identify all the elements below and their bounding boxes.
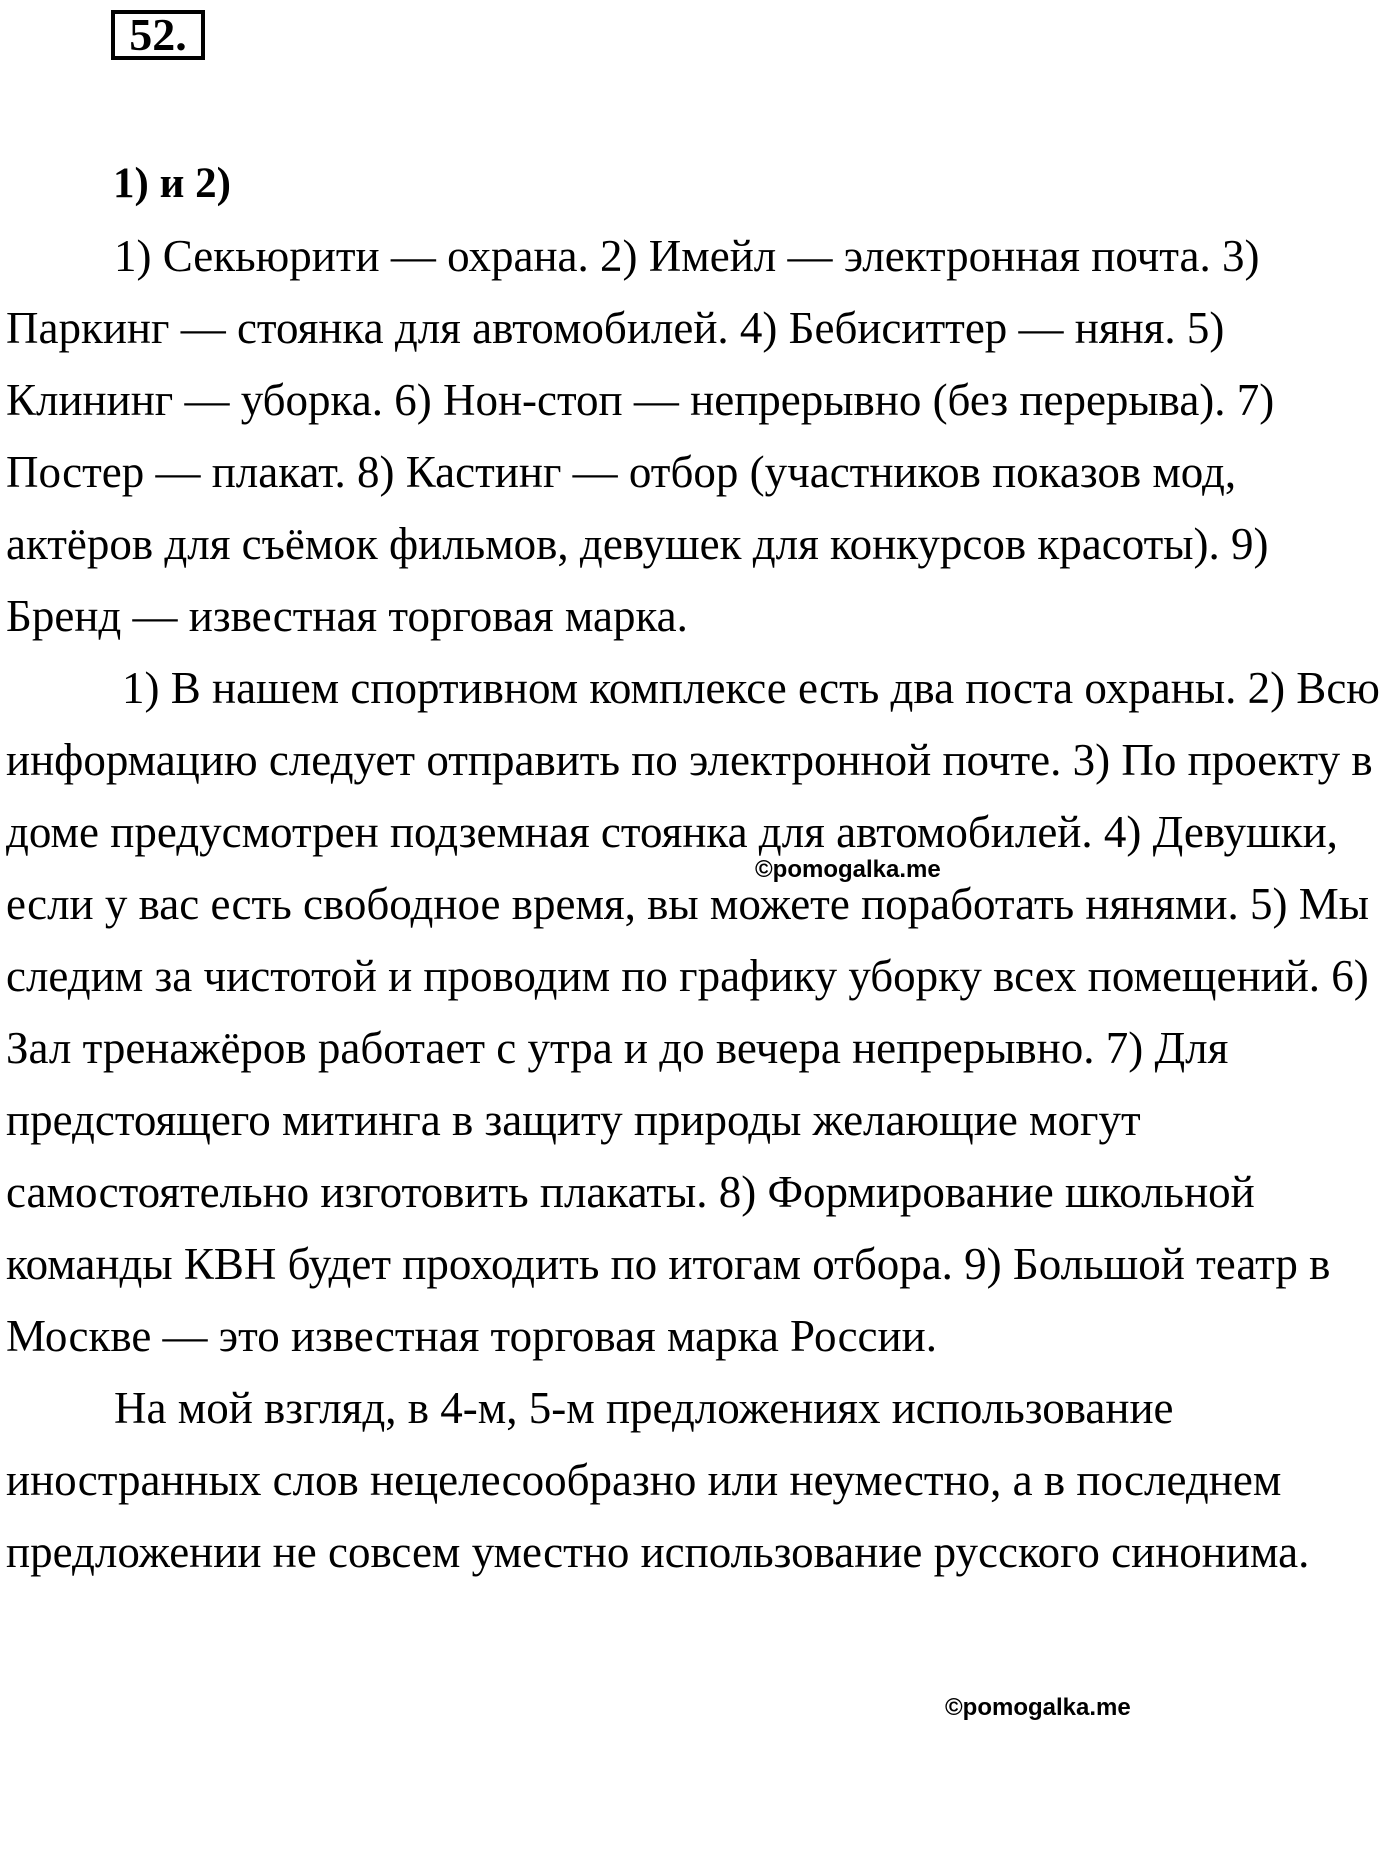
exercise-number: 52. <box>111 10 205 60</box>
watermark: ©pomogalka.me <box>755 856 941 883</box>
section-heading: 1) и 2) <box>113 160 231 207</box>
paragraph-conclusion: На мой взгляд, в 4-м, 5-м предложениях использование иностранных слов нецелесообразно или неуместно, а в последнем предложении не совсем уместно использование русского синонима. <box>6 1383 1310 1577</box>
answer-text <box>6 220 1386 1588</box>
paragraph-sentences: 1) В нашем спортивном комплексе есть два поста охраны. 2) Всю информацию следует отправить по электронной почте. 3) По проекту в доме предусмотрен подземная стоянка для автомобилей. 4) Девушки, если у вас есть свободное время, вы можете поработать нянями. 5) Мы следим за чистотой и проводим по графику уборку всех помещений. 6) Зал тренажёров работает с утра и до вечера непрерывно. 7) Для предстоящего митинга в защиту природы желающие могут самостоятельно изготовить плакаты. 8) Формирование школьной команды КВН будет проходить по итогам отбора. 9) Большой театр в Москве — это известная торговая марка России. <box>6 663 1380 1361</box>
watermark: ©pomogalka.me <box>945 1694 1131 1721</box>
paragraph-definitions: 1) Секьюрити — охрана. 2) Имейл — электронная почта. 3) Паркинг — стоянка для автомобилей. 4) Бебиситтер — няня. 5) Клининг — уборка. 6) Нон-стоп — непрерывно (без перерыва). 7) Постер — плакат. 8) Кастинг — отбор (участников показов мод, актёров для съёмок фильмов, девушек для конкурсов красоты). 9) Бренд — известная торговая марка. <box>6 231 1275 641</box>
